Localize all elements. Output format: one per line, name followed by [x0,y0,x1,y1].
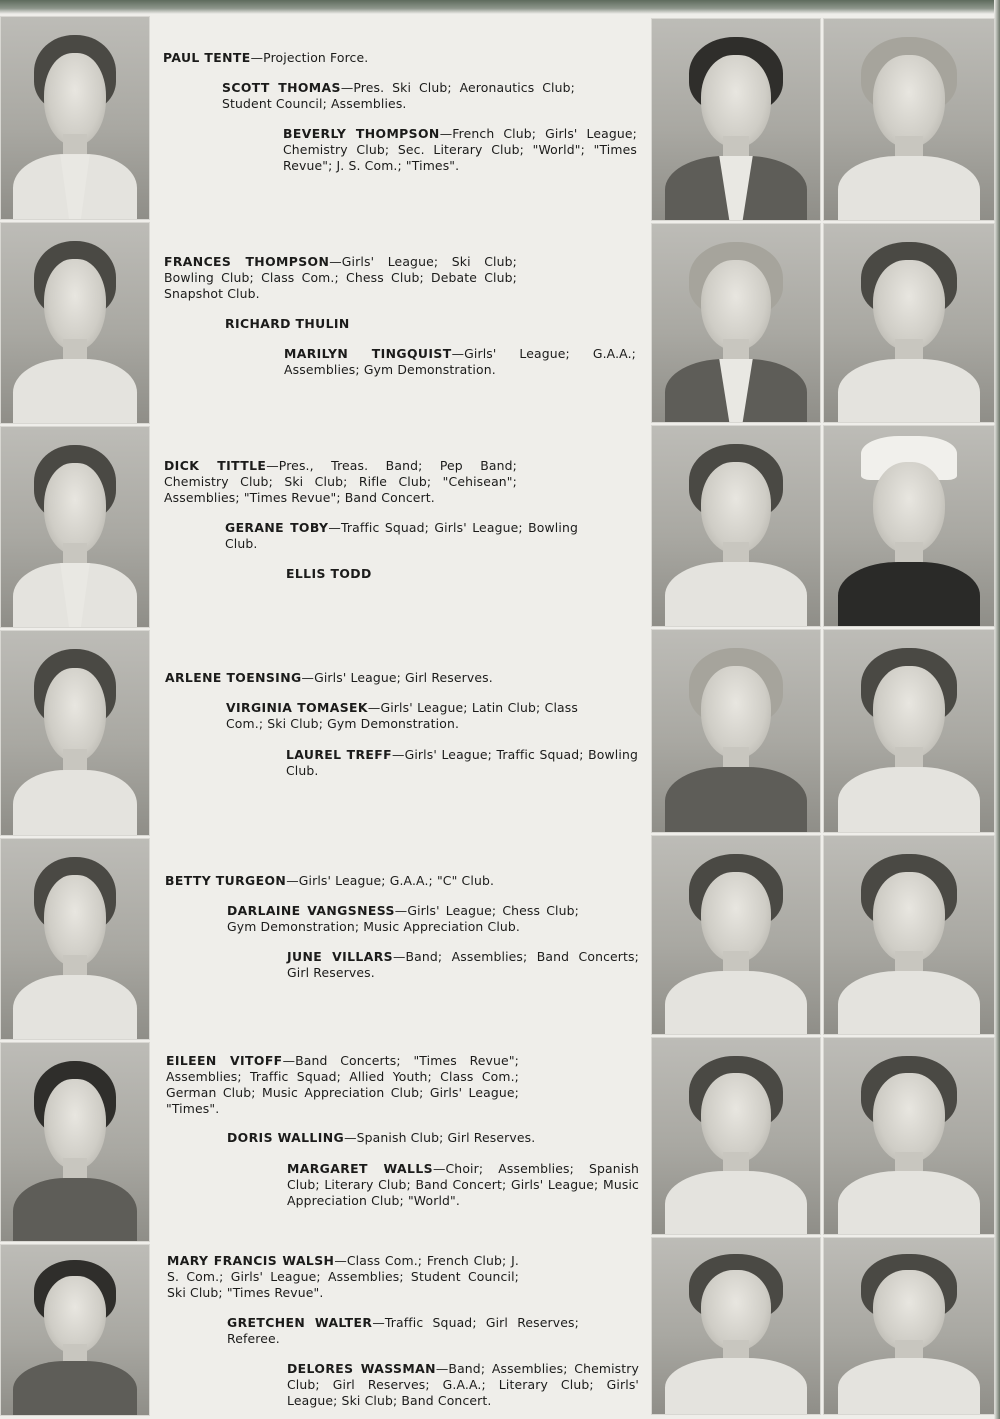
entry-doris-walling [227,1130,579,1146]
entry-name: VIRGINIA TOMASEK [226,700,368,715]
portrait-marilyn-tingquist [823,223,995,423]
entry-dick-tittle [164,458,517,506]
entry-activities: —Girls' League; Chess Club; Gym Demonstration; Music Appreciation Club. [227,903,579,934]
portrait-laurel-treff [823,629,995,833]
entry-ellis-todd [286,566,638,582]
portrait-scott-thomas [651,18,821,221]
portrait-betty-turgeon [0,838,150,1040]
entry-name: RICHARD THULIN [225,316,350,331]
entry-activities: —Spanish Club; Girl Reserves. [344,1130,536,1145]
entry-name: MARGARET WALLS [287,1161,433,1176]
portrait-virginia-tomasek [651,629,821,833]
portrait-richard-thulin [651,223,821,423]
entry-activities: —Girls' League; Girl Reserves. [301,670,493,685]
entry-beverly-thompson [283,126,637,174]
entry-name: ARLENE TOENSING [165,670,302,685]
portrait-margaret-walls [823,1037,995,1235]
entry-betty-turgeon [165,873,518,889]
entry-activities: —Girls' League; Ski Club; Bowling Club; Class Com.; Chess Club; Debate Club; Snapshot Club. [164,254,517,301]
entry-june-villars [287,949,639,981]
entry-delores-wassman [287,1361,639,1409]
portrait-gretchen-walter [651,1237,821,1415]
portrait-june-villars [823,835,995,1035]
entry-activities: —Choir; Assemblies; Spanish Club; Literary Club; Band Concert; Girls' League; Music Appreciation Club; "World". [287,1161,639,1208]
entry-name: GRETCHEN WALTER [227,1315,373,1330]
entry-darlaine-vangsness [227,903,579,935]
entry-name: MARY FRANCIS WALSH [167,1253,335,1268]
entry-activities: —Projection Force. [250,50,369,65]
entry-virginia-tomasek [226,700,578,732]
entry-activities: —Girls' League; G.A.A.; "C" Club. [286,873,495,888]
entry-name: LAUREL TREFF [286,747,393,762]
entry-name: FRANCES THOMPSON [164,254,330,269]
entry-activities: —Band Concerts; "Times Revue"; Assemblies; Traffic Squad; Allied Youth; Class Com.; German Club; Music Appreciation Club; Girls' League; "Times". [166,1053,519,1116]
entry-activities: —Pres. Ski Club; Aeronautics Club; Student Council; Assemblies. [222,80,575,111]
entry-activities: —Girls' League; Traffic Squad; Bowling Club. [286,747,638,778]
entry-frances-thompson [164,254,517,302]
portrait-dick-tittle [0,426,150,628]
entry-name: BETTY TURGEON [165,873,287,888]
entry-name: JUNE VILLARS [287,949,393,964]
portrait-darlaine-vangsness [651,835,821,1035]
entry-name: DELORES WASSMAN [287,1361,436,1376]
entry-activities: —Girls' League; Latin Club; Class Com.; Ski Club; Gym Demonstration. [226,700,578,731]
entry-activities: —Traffic Squad; Girls' League; Bowling Club. [225,520,578,551]
entry-name: BEVERLY THOMPSON [283,126,440,141]
entry-activities: —Band; Assemblies; Chemistry Club; Girl Reserves; G.A.A.; Literary Club; Girls' League; Ski Club; Band Concert. [287,1361,640,1408]
entry-paul-tente [163,50,523,66]
entry-mary-francis-walsh [167,1253,519,1301]
entry-name: DORIS WALLING [227,1130,345,1145]
entry-name: PAUL TENTE [163,50,251,65]
entry-activities: —Pres., Treas. Band; Pep Band; Chemistry Club; Ski Club; Rifle Club; "Cehisean"; Assemblies; "Times Revue"; Band Concert. [164,458,517,505]
entry-activities: —French Club; Girls' League; Chemistry Club; Sec. Literary Club; "World"; "Times Revue"; J. S. Com.; "Times". [283,126,637,173]
entry-name: SCOTT THOMAS [222,80,341,95]
entry-richard-thulin [225,316,578,332]
entry-name: DARLAINE VANGSNESS [227,903,395,918]
entry-name: DICK TITTLE [164,458,267,473]
portrait-mary-francis-walsh [0,1244,150,1416]
entry-laurel-treff [286,747,638,779]
entry-name: GERANE TOBY [225,520,329,535]
entry-name: MARILYN TINGQUIST [284,346,452,361]
entry-activities: —Traffic Squad; Girl Reserves; Referee. [227,1315,579,1346]
entry-scott-thomas [222,80,575,112]
portrait-arlene-toensing [0,630,150,836]
entry-arlene-toensing [165,670,518,686]
entry-margaret-walls [287,1161,639,1209]
portrait-doris-walling [651,1037,821,1235]
entry-name: ELLIS TODD [286,566,372,581]
entry-activities: —Class Com.; French Club; J. S. Com.; Girls' League; Assemblies; Student Council; Ski Club; "Times Revue". [167,1253,519,1300]
entry-gerane-toby [225,520,578,552]
portrait-frances-thompson [0,222,150,424]
entry-marilyn-tingquist [284,346,636,378]
portrait-ellis-todd [823,425,995,627]
entry-gretchen-walter [227,1315,579,1347]
portrait-eileen-vitoff [0,1042,150,1242]
portrait-gerane-toby [651,425,821,627]
entry-name: EILEEN VITOFF [166,1053,283,1068]
page-top-edge [0,0,1000,14]
portrait-delores-wassman [823,1237,995,1415]
portrait-paul-tente [0,16,150,220]
entry-activities: —Band; Assemblies; Band Concerts; Girl Reserves. [287,949,639,980]
entry-activities: —Girls' League; G.A.A.; Assemblies; Gym Demonstration. [284,346,636,377]
portrait-beverly-thompson [823,18,995,221]
entry-eileen-vitoff [166,1053,519,1117]
